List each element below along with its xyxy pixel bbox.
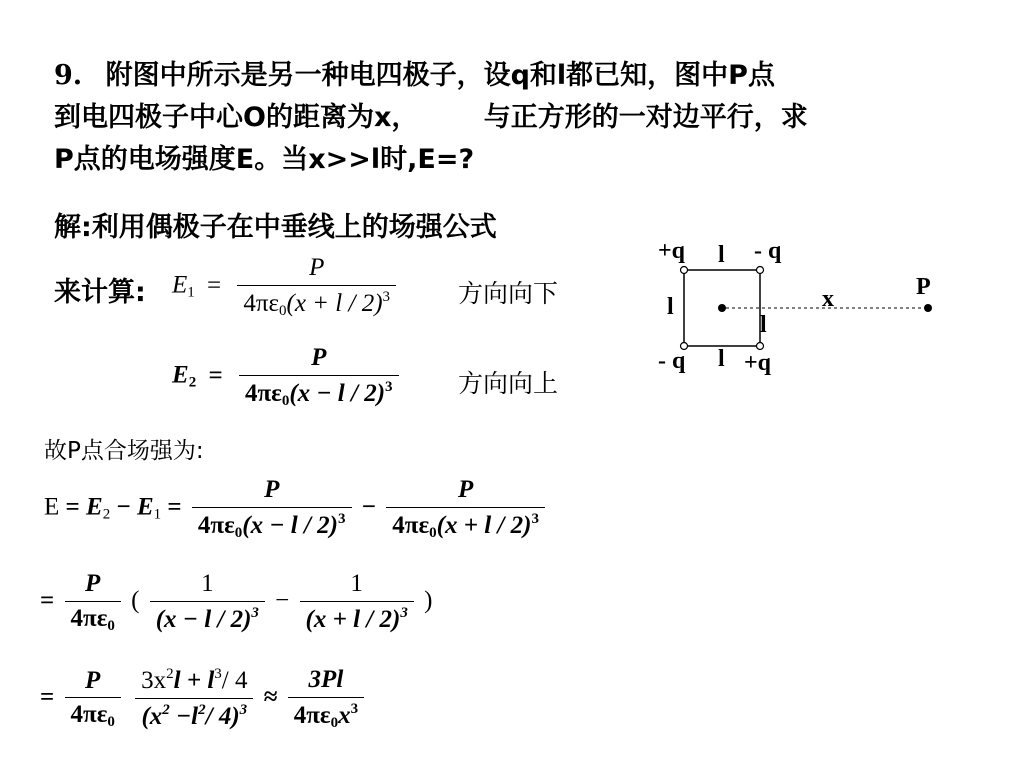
center-o (718, 304, 726, 312)
e2-subscript: 2 (188, 374, 197, 391)
combined-label: 故P点合场强为: (44, 438, 204, 464)
label-bottom-left-charge: - q (658, 348, 686, 374)
e2-direction: 方向向上 (458, 369, 559, 398)
e1-symbol: E (172, 271, 188, 299)
problem-text-3: P点的电场强度E。当x>>l时,E=? (54, 144, 475, 175)
e1-subscript: 1 (187, 284, 195, 301)
problem-line-2 (54, 104, 808, 131)
total-frac-5: $\frac{1}{(x + l / 2)^3}$ (300, 570, 414, 635)
e2-numerator: P (311, 344, 327, 371)
problem-line-3 (54, 146, 474, 173)
total-frac-1: $\frac{P}{4\pi\varepsilon_0(x - l / 2)^3}$ (192, 476, 352, 542)
formula-total-3: = $\frac{P}{4\pi\varepsilon_0}$ $\frac{3x^2l + l^3/ 4}{(x^2 -l^2/ 4)^3}$ ≈ $\frac{3Pl}{4\pi\varepsilon_0x^3}$ (40, 666, 368, 732)
solution-intro-2: 来计算: (54, 277, 146, 308)
problem-text-1: 附图中所示是另一种电四极子，设q和l都已知，图中P点 (105, 60, 775, 91)
label-point-p: P (916, 274, 931, 300)
approx-symbol: ≈ (263, 683, 278, 711)
e1-direction: 方向向下 (458, 279, 559, 308)
e1-denominator: $4\pi\varepsilon_0(x + l / 2)^3$ (237, 285, 396, 320)
problem-line-1 (54, 62, 775, 89)
e2-symbol: E (172, 361, 189, 389)
label-bottom-side: l (718, 346, 725, 372)
label-bottom-right-charge: +q (744, 350, 772, 376)
charge-top-left (681, 267, 688, 274)
e2-denominator: $4\pi\varepsilon_0(x - l / 2)^3$ (239, 375, 399, 410)
point-p (924, 304, 932, 312)
label-top-left-charge: +q (658, 238, 686, 264)
quadrupole-diagram (640, 230, 960, 390)
total-frac-6: $\frac{P}{4\pi\varepsilon_0}$ (65, 667, 121, 732)
label-right-side: l (760, 312, 767, 338)
total-frac-2: $\frac{P}{4\pi\varepsilon_0(x + l / 2)^3}$ (386, 476, 545, 542)
formula-e1: $E_1$ = $\frac{P}{4\pi\varepsilon_0(x + l / 2)^3}$ (172, 254, 400, 320)
diagram-svg (640, 230, 960, 390)
charge-top-right (757, 267, 764, 274)
total-frac-4: $\frac{1}{(x - l / 2)^3}$ (150, 570, 265, 635)
total-frac-8: $\frac{3Pl}{4\pi\varepsilon_0x^3}$ (288, 666, 364, 732)
problem-text-2a: 到电四极子中心O的距离为x， (54, 102, 419, 133)
total-frac-7: $\frac{3x^2l + l^3/ 4}{(x^2 -l^2/ 4)^3}$ (135, 666, 253, 732)
problem-number: 9. (54, 60, 83, 91)
e1-numerator: P (309, 254, 325, 281)
formula-e2: $E_2$ = $\frac{P}{4\pi\varepsilon_0(x - l / 2)^3}$ (172, 344, 403, 410)
total-frac-3: $\frac{P}{4\pi\varepsilon_0}$ (65, 570, 121, 635)
formula-total-1: $E = E_2 - E_1$ = $\frac{P}{4\pi\varepsilon_0(x - l / 2)^3}$ − $\frac{P}{4\pi\varepsilon_0(x + l / 2)^3}$ (44, 476, 549, 542)
solution-intro-1: 解:利用偶极子在中垂线上的场强公式 (54, 212, 497, 243)
charge-bottom-right (757, 343, 764, 350)
label-left-side: l (667, 294, 674, 320)
problem-text-2b: 与正方形的一对边平行，求 (483, 102, 808, 133)
e2-fraction (239, 344, 399, 410)
label-distance: x (822, 286, 834, 312)
label-top-side: l (718, 242, 725, 268)
total-e-symbol: E (44, 493, 60, 521)
label-top-right-charge: - q (754, 238, 782, 264)
formula-total-2: = $\frac{P}{4\pi\varepsilon_0}$ ( $\frac{1}{(x - l / 2)^3}$ − $\frac{1}{(x + l / 2)^3}$ ) (40, 570, 433, 634)
e1-fraction (237, 254, 396, 320)
